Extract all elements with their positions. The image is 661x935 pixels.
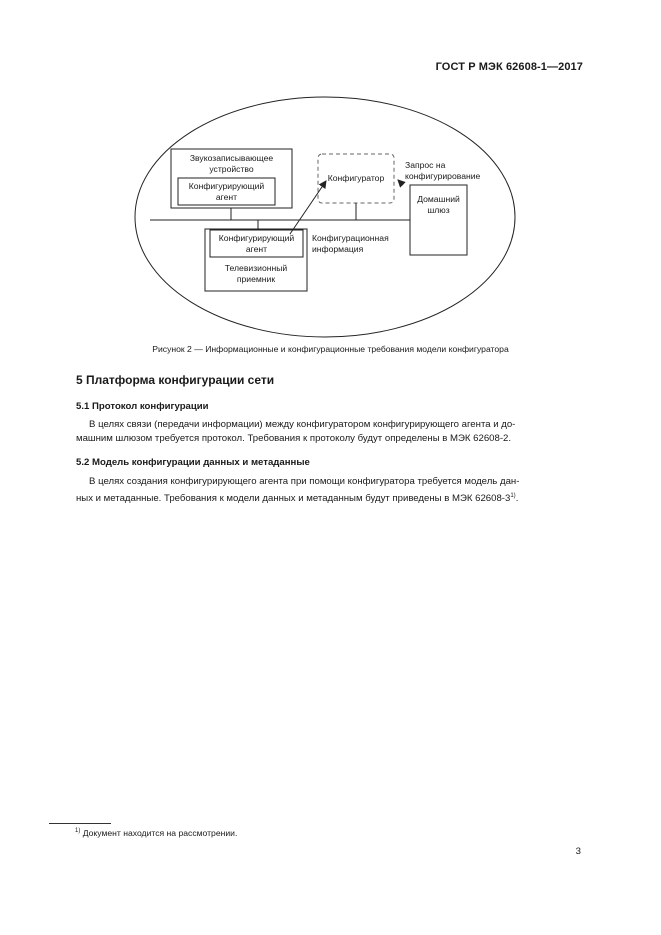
tv-label: Телевизионный приемник — [224, 263, 288, 284]
footnote-ref[interactable]: 1) — [510, 493, 516, 499]
config-info-arrow — [290, 181, 326, 234]
section-5-1-line1: В целях связи (передачи информации) между конфигуратором конфигурирующего агента и до- — [89, 419, 516, 430]
footnote-text: Документ находится на рассмотрении. — [82, 828, 238, 838]
section-5-1-paragraph — [76, 418, 582, 446]
diagram-lines — [0, 0, 661, 340]
footnote — [75, 828, 237, 838]
section-5-2-line1: В целях создания конфигурирующего агента при помощи конфигуратора требуется модель дан- — [89, 476, 520, 487]
request-arrow — [398, 180, 403, 185]
agent2-label: Конфигурирующий агент — [218, 233, 295, 254]
section-5-2-paragraph — [76, 475, 582, 506]
document-header: ГОСТ Р МЭК 62608-1—2017 — [435, 61, 583, 73]
footnote-divider — [49, 823, 111, 824]
gateway-label: Домашний шлюз — [417, 194, 460, 215]
section-5-2-heading: 5.2 Модель конфигурации данных и метаданные — [76, 457, 310, 468]
section-5-heading: 5 Платформа конфигурации сети — [76, 373, 275, 387]
footnote-marker: 1) — [75, 828, 81, 834]
section-5-1-line2: машним шлюзом требуется протокол. Требования к протоколу будут определены в МЭК 62608-2. — [76, 433, 512, 444]
recorder-label: Звукозаписывающее устройство — [189, 153, 274, 174]
config-info-label: Конфигурационная информация — [312, 233, 389, 254]
section-5-2-line2: ных и метаданные. Требования к модели данных и метаданным будут приведены в МЭК 62608-3$^{1)}$. — [76, 493, 519, 504]
request-label: Запрос на конфигурирование — [405, 160, 481, 181]
agent1-label: Конфигурирующий агент — [188, 181, 265, 202]
configurator-diagram — [0, 0, 661, 340]
page-number: 3 — [575, 846, 581, 857]
section-5-1-heading: 5.1 Протокол конфигурации — [76, 401, 209, 412]
configurator-label: Конфигуратор — [327, 173, 385, 183]
figure-caption: Рисунок 2 — Информационные и конфигурационные требования модели конфигуратора — [152, 344, 509, 354]
